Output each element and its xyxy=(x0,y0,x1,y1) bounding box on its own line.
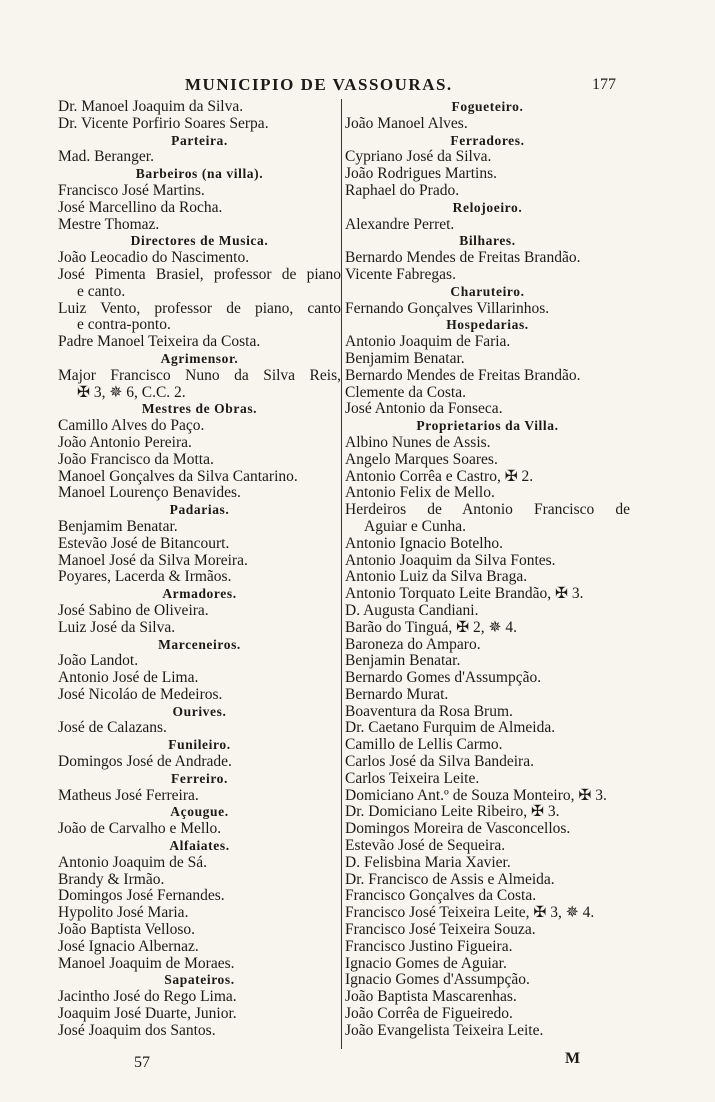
directory-entry: Camillo de Lellis Carmo. xyxy=(345,736,503,754)
directory-entry: João Landot. xyxy=(58,652,139,670)
directory-entry: José Joaquim dos Santos. xyxy=(58,1021,216,1039)
left-column xyxy=(58,99,341,1040)
directory-entry: João Evangelista Teixeira Leite. xyxy=(345,1021,544,1039)
directory-entry: Bernardo Murat. xyxy=(345,685,449,703)
section-heading: Mestres de Obras. xyxy=(141,401,258,417)
signature-mark-left: 57 xyxy=(134,1054,150,1071)
directory-entry: Francisco José Teixeira Leite, ✠ 3, ✵ 4. xyxy=(345,904,595,922)
directory-entry: Baroneza do Amparo. xyxy=(345,635,481,653)
directory-entry: Ignacio Gomes d'Assumpção. xyxy=(345,971,530,989)
directory-entry: Domingos José Fernandes. xyxy=(58,887,225,905)
directory-entry: João Francisco da Motta. xyxy=(58,450,214,468)
directory-entry: João Antonio Pereira. xyxy=(58,433,192,451)
entry-continuation: Aguiar e Cunha. xyxy=(364,517,467,535)
directory-entry: Antonio Corrêa e Castro, ✠ 2. xyxy=(345,467,534,485)
section-heading: Proprietarios da Villa. xyxy=(416,418,559,434)
directory-entry: Antonio Joaquim de Faria. xyxy=(345,333,511,351)
section-heading: Ferradores. xyxy=(450,132,525,148)
directory-entry: Benjamim Benatar. xyxy=(345,349,465,367)
page-header xyxy=(0,75,715,99)
directory-entry: Cypriano José da Silva. xyxy=(345,148,492,166)
directory-entry: Mad. Beranger. xyxy=(58,148,154,166)
directory-entry: Clemente da Costa. xyxy=(345,383,466,401)
directory-entry: Luiz Vento, professor de piano, canto xyxy=(58,299,341,317)
section-heading: Marceneiros. xyxy=(158,636,241,652)
directory-entry: D. Felisbina Maria Xavier. xyxy=(345,853,511,871)
directory-entry: Major Francisco Nuno da Silva Reis, xyxy=(58,366,341,384)
directory-entry: José Nicoláo de Medeiros. xyxy=(58,685,223,703)
section-heading: Fogueteiro. xyxy=(451,99,524,114)
directory-entry: Ignacio Gomes de Aguiar. xyxy=(345,954,507,972)
entry-continuation: ✠ 3, ✵ 6, C.C. 2. xyxy=(77,383,186,401)
section-heading: Charuteiro. xyxy=(450,283,525,299)
directory-entry: Francisco Gonçalves da Costa. xyxy=(345,887,537,905)
directory-entry: Padre Manoel Teixeira da Costa. xyxy=(58,333,261,351)
column-divider xyxy=(341,99,342,1049)
section-heading: Armadores. xyxy=(162,586,237,602)
directory-entry: Bernardo Mendes de Freitas Brandão. xyxy=(345,249,581,267)
directory-entry: Francisco José Martins. xyxy=(58,181,205,199)
directory-entry: Fernando Gonçalves Villarinhos. xyxy=(345,299,550,317)
directory-entry: Manoel José da Silva Moreira. xyxy=(58,551,248,569)
directory-entry: Antonio Luiz da Silva Braga. xyxy=(345,568,528,586)
section-heading: Hospedarias. xyxy=(446,317,529,333)
directory-entry: D. Augusta Candiani. xyxy=(345,601,479,619)
section-heading: Alfaiates. xyxy=(169,838,230,854)
directory-entry: João Leocadio do Nascimento. xyxy=(58,249,250,267)
section-heading: Ourives. xyxy=(172,703,227,719)
signature-mark-right: M xyxy=(565,1050,581,1067)
section-heading: Barbeiros (na villa). xyxy=(135,166,264,182)
directory-entry: Manoel Lourenço Benavides. xyxy=(58,484,241,502)
section-heading: Agrimensor. xyxy=(160,350,239,366)
directory-entry: Carlos Teixeira Leite. xyxy=(345,769,480,787)
directory-entry: Boaventura da Rosa Brum. xyxy=(345,702,513,720)
directory-entry: Raphael do Prado. xyxy=(345,181,460,199)
section-heading: Relojoeiro. xyxy=(452,199,523,215)
directory-entry: Dr. Francisco de Assis e Almeida. xyxy=(345,870,555,888)
section-heading: Parteira. xyxy=(171,132,228,148)
section-heading: Ferreiro. xyxy=(171,770,228,786)
directory-entry: Angelo Marques Soares. xyxy=(345,450,498,468)
directory-entry: Francisco Justino Figueira. xyxy=(345,937,513,955)
directory-entry: Antonio Joaquim de Sá. xyxy=(58,853,207,871)
directory-entry: Barão do Tinguá, ✠ 2, ✵ 4. xyxy=(345,618,517,636)
directory-entry: Benjamin Benatar. xyxy=(345,652,461,670)
directory-entry: José Antonio da Fonseca. xyxy=(345,400,503,418)
section-heading: Padarias. xyxy=(169,502,230,518)
directory-entry: Dr. Vicente Porfirio Soares Serpa. xyxy=(58,114,269,132)
directory-entry: João Baptista Velloso. xyxy=(58,921,196,939)
directory-entry: Brandy & Irmão. xyxy=(58,870,165,888)
directory-entry: Mestre Thomaz. xyxy=(58,215,160,233)
directory-entry: João Corrêa de Figueiredo. xyxy=(345,1005,513,1023)
directory-entry: Antonio Felix de Mello. xyxy=(345,484,495,502)
directory-entry: Domiciano Ant.º de Souza Monteiro, ✠ 3. xyxy=(345,786,607,804)
directory-entry: Antonio José de Lima. xyxy=(58,669,199,687)
section-heading: Sapateiros. xyxy=(164,972,235,988)
directory-entry: Domingos Moreira de Vasconcellos. xyxy=(345,820,571,838)
directory-entry: João de Carvalho e Mello. xyxy=(58,820,222,838)
directory-entry: Manoel Gonçalves da Silva Cantarino. xyxy=(58,467,298,485)
section-heading: Directores de Musica. xyxy=(130,233,269,249)
directory-entry: Hypolito José Maria. xyxy=(58,904,189,922)
directory-entry: Albino Nunes de Assis. xyxy=(345,433,491,451)
directory-entry: Joaquim José Duarte, Junior. xyxy=(58,1005,237,1023)
directory-entry: Camillo Alves do Paço. xyxy=(58,417,205,435)
directory-entry: José de Calazans. xyxy=(58,719,167,737)
entry-continuation: e canto. xyxy=(77,282,126,300)
directory-entry: João Baptista Mascarenhas. xyxy=(345,988,517,1006)
page-number: 177 xyxy=(592,76,616,93)
directory-entry: Matheus José Ferreira. xyxy=(58,786,199,804)
directory-entry: Estevão José de Bitancourt. xyxy=(58,534,230,552)
entry-continuation: e contra-ponto. xyxy=(77,316,171,334)
directory-entry: Antonio Joaquim da Silva Fontes. xyxy=(345,551,556,569)
directory-entry: José Ignacio Albernaz. xyxy=(58,937,199,955)
directory-entry: Carlos José da Silva Bandeira. xyxy=(345,753,534,771)
directory-entry: Herdeiros de Antonio Francisco de xyxy=(345,501,630,519)
section-heading: Funileiro. xyxy=(168,737,231,753)
directory-entry: Jacintho José do Rego Lima. xyxy=(58,988,237,1006)
directory-entry: Francisco José Teixeira Souza. xyxy=(345,921,536,939)
directory-entry: Estevão José de Sequeira. xyxy=(345,837,506,855)
right-column xyxy=(345,99,630,1040)
directory-entry: Dr. Caetano Furquim de Almeida. xyxy=(345,719,556,737)
directory-entry: Dr. Domiciano Leite Ribeiro, ✠ 3. xyxy=(345,803,560,821)
directory-entry: José Sabino de Oliveira. xyxy=(58,601,209,619)
directory-entry: José Pimenta Brasiel, professor de piano xyxy=(58,265,341,283)
directory-entry: Vicente Fabregas. xyxy=(345,265,456,283)
directory-entry: Alexandre Perret. xyxy=(345,215,455,233)
directory-entry: Benjamim Benatar. xyxy=(58,517,178,535)
directory-entry: Bernardo Gomes d'Assumpção. xyxy=(345,669,542,687)
section-heading: Bilhares. xyxy=(459,233,516,249)
directory-entry: Antonio Ignacio Botelho. xyxy=(345,534,503,552)
directory-entry: Antonio Torquato Leite Brandão, ✠ 3. xyxy=(345,585,584,603)
directory-entry: Manoel Joaquim de Moraes. xyxy=(58,954,235,972)
directory-entry: José Marcellino da Rocha. xyxy=(58,198,223,216)
directory-entry: Bernardo Mendes de Freitas Brandão. xyxy=(345,366,581,384)
directory-entry: Dr. Manoel Joaquim da Silva. xyxy=(58,98,244,115)
directory-entry: Poyares, Lacerda & Irmãos. xyxy=(58,568,232,586)
page-title: MUNICIPIO DE VASSOURAS. xyxy=(185,75,453,94)
directory-entry: João Rodrigues Martins. xyxy=(345,165,497,183)
section-heading: Açougue. xyxy=(170,804,229,820)
directory-entry: Domingos José de Andrade. xyxy=(58,753,232,771)
directory-entry: Luiz José da Silva. xyxy=(58,618,176,636)
directory-entry: João Manoel Alves. xyxy=(345,114,468,132)
